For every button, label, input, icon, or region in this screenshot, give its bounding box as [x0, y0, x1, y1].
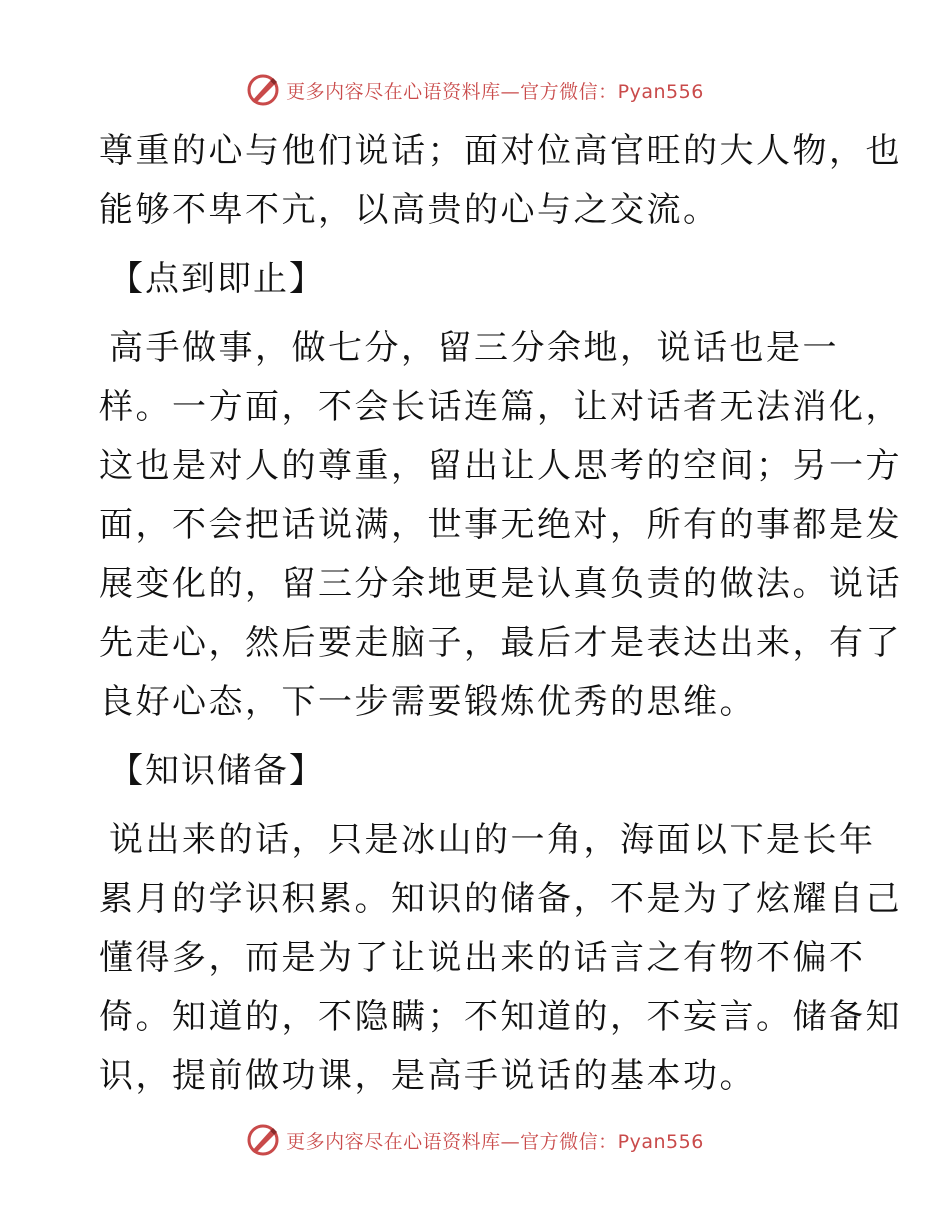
- footer-banner-label: 更多内容尽在心语资料库—官方微信：: [286, 1130, 618, 1153]
- section2-line: 说出来的话，只是冰山的一角，海面以下是长年: [109, 820, 876, 860]
- document-body: [99, 122, 902, 1106]
- section1-line: 高手做事，做七分，留三分余地，说话也是一: [109, 328, 839, 368]
- footer-banner-text: [286, 1127, 704, 1154]
- header-banner: [0, 70, 950, 110]
- footer-banner: [0, 1120, 950, 1160]
- section1-line: 面，不会把话说满，世事无绝对，所有的事都是发: [99, 505, 902, 545]
- section2-line: 倚。知道的，不隐瞒；不知道的，不妄言。储备知: [99, 997, 902, 1037]
- header-banner-label: 更多内容尽在心语资料库—官方微信：: [286, 80, 618, 103]
- section1-line: 展变化的，留三分余地更是认真负责的做法。说话: [99, 564, 902, 604]
- section1-line: 良好心态，下一步需要锻炼优秀的思维。: [99, 682, 756, 722]
- section1-line: 这也是对人的尊重，留出让人思考的空间；另一方: [99, 446, 902, 486]
- section1-line: 先走心，然后要走脑子，最后才是表达出来，有了: [99, 623, 902, 663]
- section-heading-2: 【知识储备】: [109, 751, 325, 791]
- section2-line: 识，提前做功课，是高手说话的基本功。: [99, 1056, 756, 1096]
- section2-line: 累月的学识积累。知识的储备，不是为了炫耀自己: [99, 879, 902, 919]
- header-banner-text: [286, 77, 704, 104]
- pen-logo-icon: [246, 73, 280, 107]
- section-heading-1: 【点到即止】: [109, 259, 325, 299]
- intro-line-1: 尊重的心与他们说话；面对位高官旺的大人物，也: [99, 131, 902, 171]
- footer-wechat-id: Pyan556: [617, 1130, 704, 1153]
- pen-logo-icon: [246, 1123, 280, 1157]
- intro-line-2: 能够不卑不亢，以高贵的心与之交流。: [99, 190, 720, 230]
- section2-line: 懂得多，而是为了让说出来的话言之有物不偏不: [99, 938, 866, 978]
- header-wechat-id: Pyan556: [617, 80, 704, 103]
- section1-line: 样。一方面，不会长话连篇，让对话者无法消化，: [99, 387, 902, 427]
